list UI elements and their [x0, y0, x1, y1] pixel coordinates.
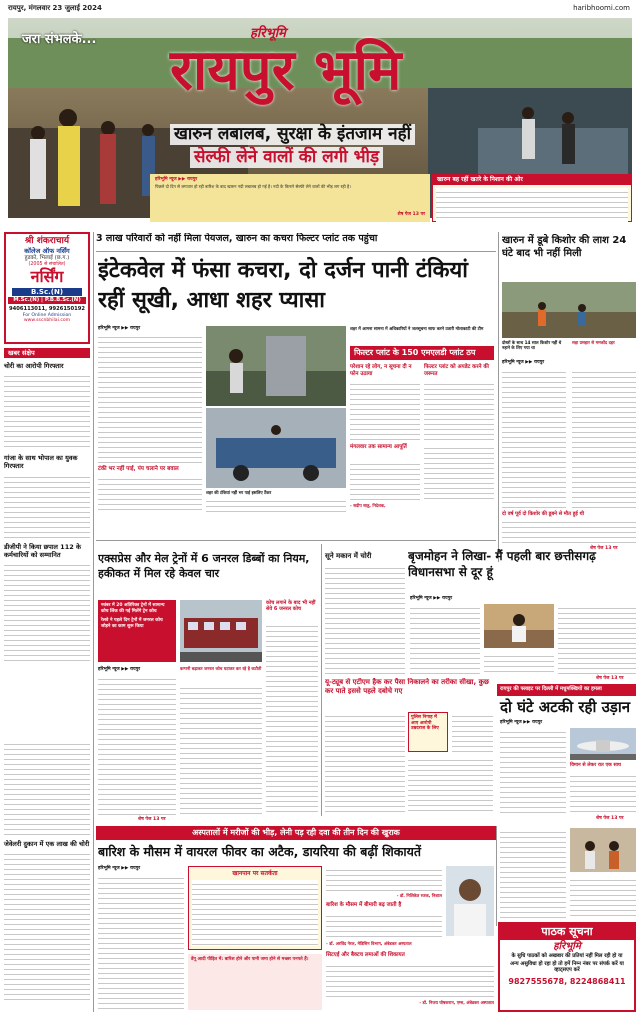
main-photo-1 — [206, 326, 346, 406]
kishor-sub: दो वर्ष पूर्व दो किशोर की डूबने से मौत हुई थी — [502, 511, 585, 517]
sun-body — [325, 564, 405, 674]
atm-body1 — [325, 712, 405, 815]
rail-sub1: कोच लगाने के बाद भी नहीं सेवे 6 जनरल कोच — [266, 600, 316, 613]
ad-college-line3: हुडको, भिलाई (छ.ग.) — [24, 255, 70, 262]
pathak-line1: के सुधि पाठकों को अखबार की प्रतियां नहीं मिल रही हो या — [511, 953, 623, 960]
fever-body1 — [98, 874, 184, 1010]
fever-quote3 — [326, 962, 494, 998]
kishor-body1 — [502, 368, 566, 508]
fever-banner: अस्पतालों में मरीजों की भीड़, लेनी पड़ रही दवा की तीन दिन की खुराक — [96, 826, 496, 840]
caption-red-text — [436, 188, 628, 222]
kishor-jump: शेष पेज 13 पर — [590, 546, 618, 551]
masthead — [0, 0, 640, 228]
brijmohan-body2 — [484, 652, 554, 674]
rail-body1 — [98, 675, 176, 815]
pathak-line2: अन्य असुविधा हो रहा हो तो हमें निम्न नंबर पर संपर्क करें या व्हाट्सएप करें — [510, 960, 624, 974]
fever-author1: - डॉ. निशिकेत रजक, निशाल — [396, 893, 442, 898]
rail-photo — [180, 600, 262, 662]
sub-heading-4: मंगलवार तक सामान्य आपूर्ति — [350, 444, 407, 450]
fever-author3: - डॉ. निजय घोषकरान, एम्स, अंबेडकर अस्पताल — [419, 1000, 494, 1005]
fever-quote2 — [326, 912, 442, 940]
brijmohan-photo — [484, 604, 554, 648]
filter-banner: फिल्टर प्लांट के 150 एमएलडी प्लांट ठप — [350, 346, 494, 360]
sub2-text — [424, 380, 494, 440]
divider — [498, 232, 499, 562]
caption-jump: शेष पेज 13 पर — [397, 211, 425, 217]
right-bottom-body2 — [570, 876, 636, 918]
flight-box-title: विमान से लेकर रात एक साथ — [570, 763, 622, 768]
photo2-caption-text — [206, 497, 346, 513]
divider — [96, 251, 496, 252]
event-photo — [570, 828, 636, 872]
brijmohan-body3 — [558, 604, 636, 674]
main-photo-caption: शहर में आमना सामना में अधिकारियों ने जलसूचना साफ करने उतारी मोलाकाटी की टीम — [350, 326, 484, 331]
brief4-text — [4, 850, 90, 1000]
quote-author: - सदीप साहू, निदेशक, — [350, 503, 386, 508]
doctor-photo — [446, 866, 494, 936]
tagline: जरा संभलके... — [22, 32, 97, 47]
caption-red-box — [432, 174, 632, 222]
fever-box — [188, 866, 322, 950]
pathak-suchna-box — [498, 922, 636, 1012]
brijmohan-jump: शेष पेज 13 पर — [596, 676, 624, 681]
sub1-text — [350, 380, 420, 440]
doctor-portrait — [446, 866, 494, 936]
rail-bullet2: रेलवे ने पहले दिन ट्रेनों में जनरल कोच जोड़ने का काम शुरू किया — [101, 618, 163, 629]
main-headline: इंटेकवेल में फंसा कचरा, दो दर्जन पानी टंकियां रहीं सूखी, आधा शहर प्यासा — [98, 258, 468, 313]
flight-body1 — [500, 728, 566, 814]
atm-box: पुलिस निगाह में आए आरोपी उम्रदराज के लिए — [408, 712, 448, 752]
ad-web: www.sscnbhilai.com — [23, 318, 71, 324]
tanker-photo — [206, 408, 346, 488]
flight-banner: रायपुर की फ्लाइट पर दिल्ली में मधुमक्खियों का हमला — [497, 684, 636, 696]
sub-heading-2: फिल्टर प्लांट को अपडेट करने की जरूरत — [424, 364, 489, 377]
brief2-text — [4, 473, 90, 539]
brief1-text — [4, 372, 90, 450]
rail-headline: एक्सप्रेस और मेल ट्रेनों में 6 जनरल डिब्बों का नियम, हकीकत में मिल रहे केवल चार — [98, 552, 310, 580]
ad-apply: For Online Admission — [22, 312, 72, 318]
brijmohan-byline: हरिभूमि न्यूज ▶▶ रायपुर — [410, 596, 453, 601]
left-briefs — [4, 348, 90, 738]
rail-body2 — [180, 684, 262, 815]
fever-box-text — [192, 880, 318, 946]
rail-body3 — [266, 622, 318, 815]
brief3-text — [4, 561, 90, 661]
kishor-photo — [502, 282, 636, 338]
brief3-title: डीजीपी ने किया छपाल 112 के कर्मचारियों को सम्मानित — [4, 542, 81, 559]
rail-jump: शेष पेज 13 पर — [138, 817, 166, 822]
main-photo-2 — [206, 408, 346, 488]
kishor-headline: खारुन में डूबे किशोर की लाश 24 घंटे बाद भी नहीं मिली — [502, 235, 627, 259]
sub3-text — [98, 475, 202, 513]
divider — [93, 232, 94, 1012]
sub2b-text — [424, 444, 494, 500]
fever-author2: - डॉ. अरविंद नेरल, मेडिसिन विभाग, अंबेडकर अस्पताल — [326, 941, 412, 946]
kishor-caption2: सहा प्रसहार से ममकोंद दहर — [572, 340, 615, 345]
ad-college-line2: कॉलेज ऑफ नर्सिंग — [24, 247, 70, 256]
brief1-title: चोरी का आरोपी गिरफ्तार — [4, 362, 64, 371]
brijmohan-body1 — [410, 604, 480, 674]
rail-photo-caption: कम्पनी बढ़ाकर जनरल कोच घटाकर कर रहे है कटौती — [180, 666, 262, 671]
doctor-note: डेंगू आदी पीड़ित में: बारिश होने और पानी जमा होने से मच्छर पनपते हैं। — [188, 954, 322, 1010]
main-body-col1 — [98, 333, 202, 463]
brief2-title: गांजा के साथ भोपाल का युवक गिरफ्तार — [4, 454, 78, 471]
right-bottom-photo — [570, 828, 636, 872]
intakewell-photo — [206, 326, 346, 406]
right-bottom-body1 — [500, 828, 566, 918]
atm-body3 — [452, 712, 493, 754]
kishor-byline: हरिभूमि न्यूज ▶▶ रायपुर — [502, 360, 545, 365]
flight-byline: हरिभूमि न्यूज ▶▶ रायपुर — [500, 720, 543, 725]
nursing-college-ad — [4, 232, 90, 344]
pathak-phones: 9827555678, 8224868411 — [508, 976, 626, 986]
brief3b-text — [4, 740, 90, 836]
ad-college-line4: (2005 से संचालित) — [28, 262, 66, 268]
briefs-header: खबर संक्षेप — [4, 348, 90, 358]
atm-headline: यू-ट्यूब से एटीएम हैक कर पैसा निकालने का तरीका सीखा, कुछ कर पाते इससे पहले दबोचे गए — [325, 678, 489, 696]
rail-bullet1: नवंबर में 20 अतिरिक्त ट्रेनों में सामान्य कोच लिंक की गई मिलेंगे ट्रेन कोच — [101, 603, 165, 614]
fever-q1-title: बारिश के मौसम में बीमारी बढ़ जाती है — [326, 902, 402, 908]
photo2-caption: शहर की टंकियां नहीं भर पाई इसलिए टैंकर — [206, 490, 272, 495]
brijmohan-headline: बृजमोहन ने लिखा- मैं पहली बार छत्तीसगढ़ विधानसभा से दूर हूं — [408, 549, 596, 580]
date-line: रायपुर, मंगलवार 23 जुलाई 2024 — [8, 4, 102, 12]
section-title: रायपुर भूमि — [170, 38, 402, 103]
pathak-brand: हरिभूमि — [553, 940, 581, 952]
train-photo — [180, 600, 262, 662]
photo-headline-2: सेल्फी लेने वालों की लगी भीड़ — [190, 147, 383, 168]
ad-course: नर्सिंग — [30, 267, 64, 287]
fever-byline: हरिभूमि न्यूज ▶▶ रायपुर — [98, 866, 141, 871]
sub4-text — [350, 460, 420, 500]
kishor-body3 — [502, 518, 636, 544]
caption-byline: हरिभूमि न्यूज ▶▶ रायपुर — [155, 177, 198, 182]
kishor-caption1: दोस्तों के साथ 14 साल किशोर नहीं थे नहाने के लिए गया था — [502, 340, 562, 351]
fever-headline: बारिश के मौसम में वायरल फीवर का अटैक, डायरिया की बढ़ीं शिकायतें — [98, 844, 422, 859]
site-url: haribhoomi.com — [573, 4, 630, 12]
river-search-photo — [502, 282, 636, 338]
flight-photo — [570, 728, 636, 760]
divider — [321, 544, 322, 816]
brief4-title: जेवेलरी दुकान में एक लाख की चोरी — [4, 840, 90, 848]
main-byline: हरिभूमि न्यूज ▶▶ रायपुर — [98, 326, 141, 331]
fever-box-title: खानपान पर सतर्कता — [232, 870, 278, 877]
fever-q2-title: सिटएई और बैक्टच लमाओं की शिकायत — [326, 952, 405, 958]
caption-red-title: खारुन बह रहीं खतरे के निशान की ओर — [433, 175, 631, 185]
pathak-title: पाठक सूचना — [500, 924, 634, 940]
caption-strip — [150, 174, 430, 222]
divider — [96, 540, 496, 541]
aircraft-photo — [570, 728, 636, 760]
fever-quote1 — [326, 866, 442, 892]
caption-text: पिछले दो दिन से लगातार हो रही बारिश के बाद खारुन नदी लबालब हो गई है। नदी के किनारे सेल्फी लेने वालों की भीड़ लग रही है। — [155, 183, 351, 189]
sub-heading-3: टंकी भर नहीं पाई, पंप चलाने पर बवाल — [98, 466, 179, 472]
flight-jump: शेष पेज 13 पर — [596, 816, 624, 821]
flight-headline: दो घंटे अटकी रही उड़ान — [500, 698, 631, 716]
rail-byline: हरिभूमि न्यूज ▶▶ रायपुर — [98, 667, 141, 672]
divider — [496, 826, 497, 926]
ad-degree2: M.Sc.(N) | P.B.B.Sc.(N) — [8, 297, 86, 304]
ad-college-line1: श्री शंकराचार्य — [24, 236, 70, 246]
sun-title: सूने मकान में चोरी — [325, 552, 372, 560]
kishor-body2 — [572, 368, 636, 508]
ad-degree: B.Sc.(N) — [12, 288, 82, 297]
ad-phone: 9406113011, 9926150192 — [9, 306, 85, 313]
atm-body2 — [408, 756, 493, 815]
sub-heading-1: परेशान रहे लोग, न सूचना दी न फोन उठाया — [350, 364, 412, 377]
assembly-photo — [484, 604, 554, 648]
flight-body2 — [570, 772, 636, 814]
top-banner: 3 लाख परिवारों को नहीं मिला पेयजल, खारुन का कचरा फिल्टर प्लांट तक पहुंचा — [96, 233, 378, 244]
left-briefs-2 — [4, 840, 90, 1010]
brand-small: हरिभूमि — [250, 26, 286, 41]
photo-headline-1: खारुन लबालब, सुरक्षा के इंतजाम नहीं — [170, 124, 415, 145]
rail-bullets — [98, 600, 176, 662]
